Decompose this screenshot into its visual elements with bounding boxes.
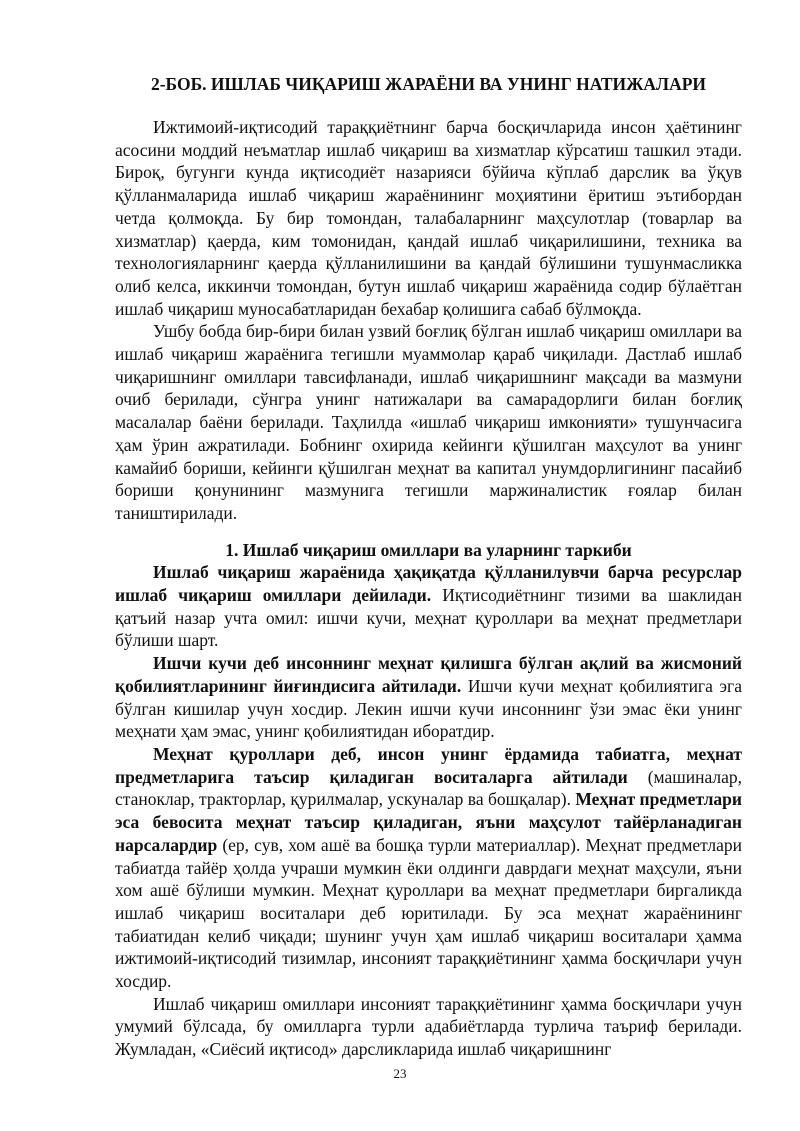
definition-labor-objects: Меҳнат предметлари эса бевосита меҳнат таъсир қиладиган, яъни маҳсулот тайёрланадиган нарсалардир [115, 789, 742, 855]
document-page [115, 72, 742, 1061]
intro-paragraph-1: Ижтимоий-иқтисодий тараққиётнинг барча босқичларида инсон ҳаётининг асосини моддий неъматлар ишлаб чиқариш ва хизматлар кўрсатиш ташкил этади. Бироқ, бугунги кунда иқтисодиёт назарияси бўйича кўплаб дарслик ва ўқув қўлланмаларида ишлаб чиқариш жараёнининг моҳиятини ёритиш эътибордан четда қолмоқда. Бу бир томондан, талабаларнинг маҳсулотлар (товарлар ва хизматлар) қаерда, ким томонидан, қандай ишлаб чиқарилишини, техника ва технологияларнинг қаерда қўлланилишини ва қандай бўлишини тушунмасликка олиб келса, иккинчи томондан, бутун ишлаб чиқариш жараёнида содир бўлаётган ишлаб чиқариш муносабатларидан бехабар қолишига сабаб бўлмоқда. [115, 117, 742, 319]
intro-paragraph-2: Ушбу бобда бир-бири билан узвий боғлиқ бўлган ишлаб чиқариш омиллари ва ишлаб чиқариш жараёнига тегишли муаммолар қараб чиқилади. Дастлаб ишлаб чиқаришнинг омиллари тавсифланади, ишлаб чиқаришнинг мақсади ва мазмуни очиб берилади, сўнгра унинг натижалари ва самарадорлиги билан боғлиқ масалалар баёни берилади. Таҳлилда «ишлаб чиқариш имконияти» тушунчасига ҳам ўрин ажратилади. Бобнинг охирида кейинги қўшилган маҳсулот ва унинг камайиб бориши, кейинги қўшилган меҳнат ва капитал унумдорлигининг пасайиб бориши қонунининг мазмунига тегишли маржиналистик ғоялар билан таништирилади. [115, 321, 742, 523]
section-paragraph-3-text-1: (машиналар, станоклар, тракторлар, қурилмалар, ускуналар ва бошқалар). [115, 766, 742, 810]
section-paragraph-3-text-2: (ер, сув, хом ашё ва бошқа турли материаллар). Меҳнат предметлари табиатда тайёр ҳолда учраши мумкин ёки олдинги даврдаги меҳнат маҳсули, яъни хом ашё бўлиши мумкин. Меҳнат қуроллари ва меҳнат предметлари биргаликда ишлаб чиқариш воситалари деб юритилади. Бу эса меҳнат жараёнининг табиатидан келиб чиқади; шунинг учун ҳам ишлаб чиқариш воситалари ҳамма ижтимоий-иқтисодий тизимлар, инсоният тараққиётининг ҳамма босқичлари учун хосдир. [115, 834, 742, 992]
page-number: 23 [393, 1066, 407, 1081]
section-paragraph-4: Ишлаб чиқариш омиллари инсоният тараққиётининг ҳамма босқичлари учун умумий бўлсада, бу омилларга турли адабиётларда турлича таъриф берилади. Жумладан, «Сиёсий иқтисод» дарсликларида ишлаб чиқаришнинг [115, 993, 742, 1060]
section-paragraph-1-text: Иқтисодиётнинг тизими ва шаклидан қатъий назар учта омил: ишчи кучи, меҳнат қуроллари ва меҳнат предметлари бўлиши шарт. [115, 585, 742, 651]
section-paragraph-3 [115, 743, 742, 993]
definition-labor-force: Ишчи кучи деб инсоннинг меҳнат қилишга бўлган ақлий ва жисмоний қобилиятларининг йиғиндисига айтилади. [115, 653, 742, 696]
definition-production-factors: Ишлаб чиқариш жараёнида ҳақиқатда қўлланилувчи барча ресурслар ишлаб чиқариш омиллари дейилади. [115, 562, 742, 606]
section-paragraph-2 [115, 652, 742, 743]
section-title: 1. Ишлаб чиқариш омиллари ва уларнинг таркиби [225, 539, 632, 560]
chapter-title: 2-БОБ. ИШЛАБ ЧИҚАРИШ ЖАРАЁНИ ВА УНИНГ НАТИЖАЛАРИ [150, 74, 707, 94]
section-paragraph-1 [115, 561, 742, 652]
section-paragraph-2-text: Ишчи кучи меҳнат қобилиятига эга бўлган кишилар учун хосдир. Лекин ишчи кучи инсоннинг ўзи эмас ёки унинг меҳнати ҳам эмас, унинг қобилиятидан иборатдир. [115, 675, 742, 742]
definition-labor-tools: Меҳнат қуроллари деб, инсон унинг ёрдамида табиатга, меҳнат предметларига таъсир қиладиган воситаларга айтилади [115, 743, 742, 787]
